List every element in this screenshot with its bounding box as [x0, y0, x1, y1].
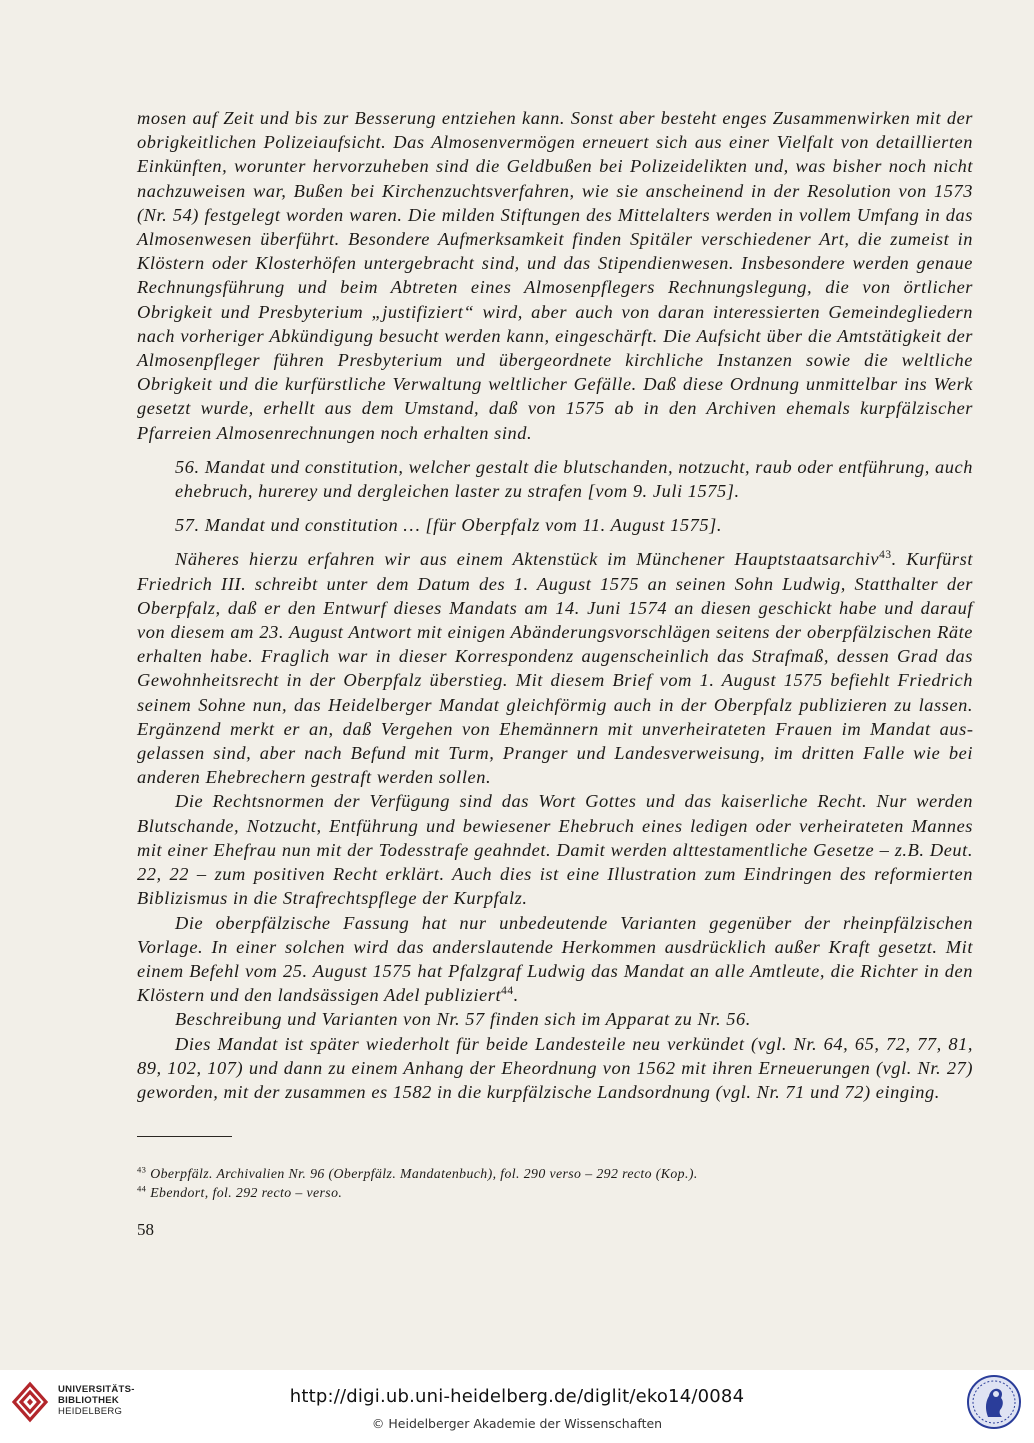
- paragraph-naeheres-text: Näheres hierzu erfahren wir aus einem Aktenstück im Münchener Hauptstaatsarchiv: [175, 549, 880, 570]
- footnote-number: 43: [137, 1164, 147, 1175]
- paragraph-naeheres: [137, 547, 973, 789]
- footnotes: [137, 1164, 973, 1202]
- paragraph-rechtsnormen: Die Rechtsnormen der Verfügung sind das Wort Gottes und das kaiserliche Recht. Nur werden Blutschande, Notzucht, Entführung und bewiesener Ehebruch eines ledigen oder verheirateten Mannes mit einer Ehefrau nun mit der Todesstrafe geahndet. Damit werden alttestamentliche Gesetze – z.B. Deut. 22, 22 – zum positiven Recht erklärt. Auch dies ist eine Illustration zum Eindringen des reformierten Biblizismus in die Strafrechtspflege der Kurpfalz.: [137, 791, 973, 909]
- copyright-notice: © Heidelberger Akademie der Wissenschaften: [371, 1416, 663, 1431]
- footnote-43: [137, 1164, 973, 1183]
- library-line-3: HEIDELBERG: [58, 1406, 123, 1417]
- paragraph-wiederholt: Dies Mandat ist später wiederholt für beide Landesteile neu verkündet (vgl. Nr. 64, 65, 72, 77, 81, 89, 102, 107) und dann zu einem Anhang der Eheordnung von 1562 mit ihren Erneuerungen (vgl. Nr. 27) geworden, mit der zusammen es 1582 in die kurpfälzische Landsordnung (vgl. Nr. 71 und 72) einging.: [137, 1033, 973, 1102]
- footnote-44: [137, 1183, 973, 1202]
- entry-56: 56. Mandat und constitution, welcher gestalt die blutschanden, notzucht, raub oder entführung, auch ehebruch, hurerey und dergleichen laster zu strafen [vom 9. Juli 1575].: [175, 456, 973, 502]
- paragraph-almosen: mosen auf Zeit und bis zur Besserung entziehen kann. Sonst aber besteht enges Zusammenwirken mit der obrigkeitlichen Polizeiaufsicht. Das Almosenvermögen erneuert sich aus einer Vielfalt von detaillierten Einkünften, worunter hervorzuheben sind die Geldbußen bei Polizeidelikten und, was bisher noch nicht nachzuweisen war, Bußen bei Kirchenzuchtsverfahren, wie sie anscheinend in der Resolution von 1573 (Nr. 54) festgelegt worden waren. Die milden Stiftungen des Mittelalters werden in vollem Umfang in das Almosenwesen überführt. Besondere Aufmerksamkeit finden Spitäler verschiedener Art, die zumeist in Klöstern oder Klosterhöfen untergebracht sind, und das Stipendienwesen. Insbesondere werden genaue Rechnungsführung und beim Abtreten eines Almosenpflegers Rechnungslegung, die von örtlicher Obrigkeit und Presbyterium „justifiziert“ wird, aber auch von daran interessierten Gemeindegliedern nach vorheriger Abkündigung besucht werden kann, eingeschärft. Die Aufsicht über die Amtstätigkeit der Almosenpfleger führen Presbyterium und übergeordnete kirchliche Instanzen sowie die weltliche Obrigkeit und die kurfürstliche Verwaltung weltlicher Gefälle. Daß diese Ordnung unmittelbar ins Werk gesetzt wurde, erhellt aus dem Umstand, daß von 1575 ab in den Archiven ehemals kurpfälzischer Pfarreien Almosenrechnungen noch erhalten sind.: [137, 108, 973, 443]
- entry-57: 57. Mandat und constitution … [für Oberpfalz vom 11. August 1575].: [175, 515, 722, 536]
- paragraph-naeheres-rest: . Kurfürst Friedrich III. schreibt unter dem Datum des 1. August 1575 an seinen Sohn Ludwig, Statthalter der Oberpfalz, daß er den Entwurf dieses Mandats am 14. Juni 1574 an diesen geschickt habe und darauf von diesem am 23. August Antwort mit einigen Abänderungsvorschlägen seitens der oberpfälzischen Räte erhalten habe. Fraglich war in dieser Korrespondenz augenscheinlich das Strafmaß, dessen Grad das Gewohnheitsrecht in der Oberpfalz überstieg. Mit diesem Brief vom 1. August 1575 befiehlt Friedrich seinem Sohne nun, das Heidelberger Mandat gleichförmig auch in der Oberpfalz publizieren zu lassen. Ergänzend merkt er an, daß Vergehen von Ehemännern mit unverheirateten Frauen im Mandat ausgelassen sind, aber nach Befund mit Turm, Pranger und Landesverweisung, im dritten Falle wie bei anderen Ehebrechern gestraft werden sollen.: [137, 549, 973, 788]
- library-line-1: UNIVERSITÄTS-: [58, 1384, 135, 1395]
- library-line-2: BIBLIOTHEK: [58, 1395, 120, 1406]
- footnote-ref-43[interactable]: 43: [879, 549, 892, 562]
- footer-bar: [0, 1370, 1034, 1443]
- footnote-text: Ebendort, fol. 292 recto – verso.: [146, 1185, 343, 1200]
- footnote-text: Oberpfälz. Archivalien Nr. 96 (Oberpfälz. Mandatenbuch), fol. 290 verso – 292 recto (Kop.).: [146, 1166, 698, 1181]
- footnote-number: 44: [137, 1183, 147, 1194]
- page-number: 58: [137, 1220, 154, 1239]
- footnote-divider: [137, 1136, 232, 1137]
- academy-seal-icon[interactable]: [966, 1374, 1022, 1430]
- paragraph-fassung-rest: .: [513, 985, 519, 1006]
- paragraph-beschreibung: Beschreibung und Varianten von Nr. 57 finden sich im Apparat zu Nr. 56.: [175, 1009, 751, 1030]
- digital-copy-url[interactable]: http://digi.ub.uni-heidelberg.de/diglit/eko14/0084: [289, 1386, 745, 1407]
- main-text: [137, 106, 973, 1104]
- footnote-ref-44[interactable]: 44: [501, 984, 514, 997]
- paragraph-fassung-text: Die oberpfälzische Fassung hat nur unbedeutende Varianten gegenüber der rheinpfälzischen Vorlage. In einer solchen wird das anderslautende Herkommen ausdrücklich außer Kraft gesetzt. Mit einem Befehl vom 25. August 1575 hat Pfalzgraf Ludwig das Mandat an alle Amtleute, die Richter in den Klöstern und den landsässigen Adel publiziert: [137, 912, 973, 1006]
- paragraph-fassung: [137, 911, 973, 1008]
